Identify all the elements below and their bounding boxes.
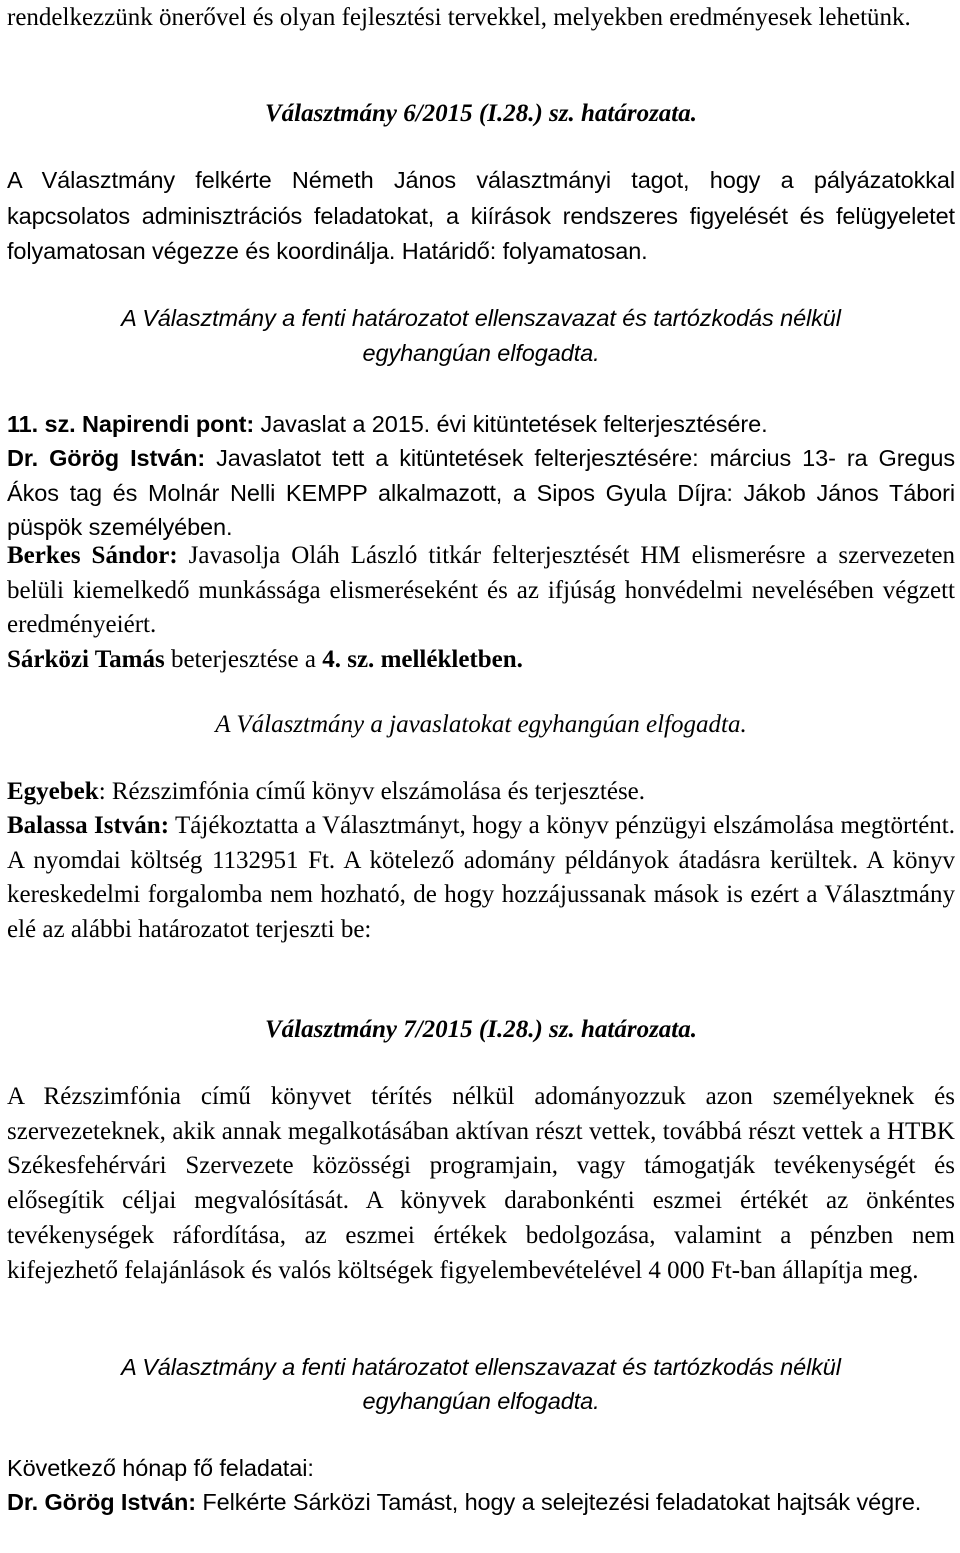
- line-text: beterjesztése a: [164, 646, 323, 673]
- misc-text: : Rézszimfónia című könyv elszámolása és terjesztése.: [98, 778, 646, 805]
- speaker-name: Sárközi Tamás: [7, 646, 165, 673]
- speaker-text: Tájékoztatta a Választmányt, hogy a könyv pénzügyi elszámolása megtörtént. A nyomdai költség 1132951 Ft. A kötelező adomány példányok átadásra kerültek. A könyv kereskedelmi forgalomba nem hozható, de hogy hozzájussanak mások is ezért a Választmány elé az alábbi határozatot terjeszti be:: [7, 812, 956, 944]
- resolution-7-body: A Rézszimfónia című könyvet térítés nélkül adományozzuk azon személyeknek és szervezeteknek, akik annak megalkotásában aktívan részt vettek, továbbá részt vettek a HTBK Székesfehérvári Szervezete közösségi programjain, vagy támogatják tevékenységét és elősegítik céljai megvalósítását. A könyvek darabonkénti eszmei értékét az önkéntes tevékenységek ráfordítása, az eszmei értékek bedolgozása, valamint a pénzben nem kifejezhető felajánlások és valós költségek figyelembevételével 4 000 Ft-ban állapítja meg.: [7, 1083, 955, 1284]
- misc-line: [7, 775, 955, 810]
- resolution-6-deadline: Határidő: folyamatosan.: [395, 238, 648, 265]
- next-month-paragraph: [7, 1485, 955, 1520]
- speaker-name: Görög István:: [38, 445, 206, 471]
- resolution-6-vote-line2: egyhangúan elfogadta.: [362, 340, 600, 366]
- resolution-7-vote-line2: egyhangúan elfogadta.: [362, 1388, 600, 1414]
- balassa-paragraph: [7, 809, 955, 948]
- agenda-label: Napirendi pont:: [75, 411, 255, 437]
- berkes-paragraph: [7, 539, 955, 643]
- speaker-title: Dr.: [7, 445, 39, 471]
- next-month-heading: Következő hónap fő feladatai:: [7, 1455, 314, 1481]
- speaker-name: Berkes Sándor:: [7, 542, 178, 569]
- dr-gorog-paragraph: [7, 441, 955, 545]
- speaker-name: Balassa István:: [7, 812, 170, 839]
- attachment-ref: 4. sz.: [322, 646, 375, 673]
- resolution-6-vote-line1: A Választmány a fenti határozatot ellenszavazat és tartózkodás nélkül: [121, 305, 841, 331]
- agenda-item-11: [7, 407, 955, 443]
- sarkozi-line: [7, 643, 955, 678]
- agenda-topic: Javaslat a 2015.: [254, 411, 431, 437]
- speaker-title: Dr.: [7, 1489, 39, 1515]
- misc-label: Egyebek: [7, 778, 99, 805]
- resolution-7-vote-line1: A Választmány a fenti határozatot ellenszavazat és tartózkodás nélkül: [121, 1354, 841, 1380]
- speaker-text: Felkérte Sárközi Tamást, hogy a selejtezési feladatokat hajtsák végre.: [195, 1489, 922, 1515]
- agenda-topic-cont: évi kitüntetések felterjesztésére.: [430, 411, 768, 437]
- proposals-vote: A Választmány a javaslatokat egyhangúan elfogadta.: [215, 711, 747, 738]
- speaker-text: Javasolja Oláh László titkár felterjesztését HM elismerésre a szervezeten belüli kiemelkedő munkássága elismeréseként és az ifjúság honvédelmi nevelésében végzett eredményeiért.: [7, 542, 955, 639]
- resolution-6-body: [7, 163, 955, 270]
- resolution-6-text: A Választmány felkérte Németh János választmányi tagot, hogy a pályázatokkal kapcsolatos adminisztrációs feladatokat, a kiírások rendszeres figyelését és felügyeletet folyamatosan végezze és koordinálja.: [7, 167, 955, 265]
- speaker-text: Javaslatot tett a kitüntetések felterjesztésére: március 13- ra Gregus Ákos tag és Molnár Nelli KEMPP alkalmazott, a Sipos Gyula Díjra: Jákob János Tábori püspök személyében.: [7, 445, 955, 541]
- resolution-7-title: Választmány 7/2015 (I.28.) sz. határozata.: [264, 1016, 697, 1043]
- attachment-label: mellékletben.: [380, 646, 523, 673]
- agenda-number: 11. sz.: [7, 411, 76, 437]
- speaker-name: Görög István:: [38, 1489, 196, 1515]
- resolution-6-title: Választmány 6/2015 (I.28.) sz. határozata.: [264, 100, 697, 127]
- intro-paragraph: rendelkezzünk önerővel és olyan fejlesztési tervekkel, melyekben eredményesek lehetünk.: [7, 4, 911, 31]
